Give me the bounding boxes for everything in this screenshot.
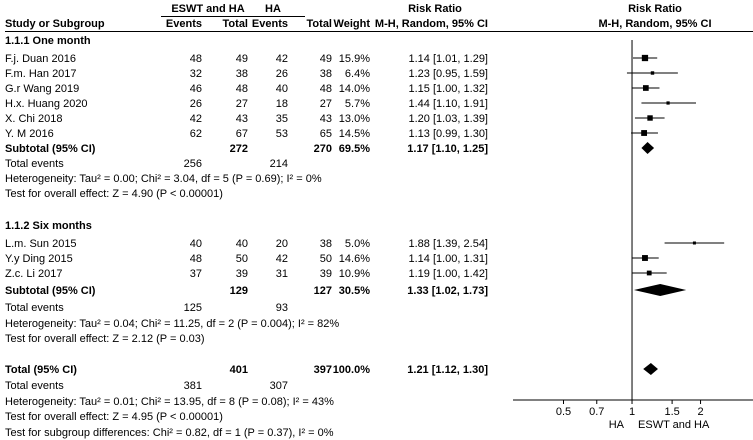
subtotal-total1: 129 [229, 285, 248, 297]
total2-cell: 65 [319, 128, 332, 140]
subtotal-label: Subtotal (95% CI) [5, 285, 96, 297]
total2-cell: 39 [319, 268, 332, 280]
weight-cell: 5.7% [344, 98, 370, 110]
study-header: Study or Subgroup [5, 18, 105, 30]
x-axis-tick-label: 0.5 [555, 406, 572, 418]
total-events-e1: 381 [183, 380, 202, 392]
study-name: F.j. Duan 2016 [5, 53, 76, 65]
plot-method-header: M-H, Random, 95% CI [598, 18, 712, 30]
total2-cell: 49 [319, 53, 332, 65]
study-point-marker [642, 255, 648, 261]
ci-cell: 1.20 [1.03, 1.39] [408, 113, 488, 125]
total-events-e1: 125 [183, 302, 202, 314]
study-name: F.m. Han 2017 [5, 68, 77, 80]
heterogeneity-text: Heterogeneity: Tau² = 0.01; Chi² = 13.95, df = 8 (P = 0.08); I² = 43% [5, 396, 334, 408]
subtotal-total1: 272 [229, 143, 248, 155]
total1-cell: 48 [235, 83, 248, 95]
total-events-e1: 256 [183, 158, 202, 170]
events1-cell: 32 [189, 68, 202, 80]
group2-header: HA [265, 3, 281, 15]
ci-cell: 1.14 [1.00, 1.31] [408, 253, 488, 265]
weight-cell: 10.9% [338, 268, 370, 280]
events2-cell: 26 [275, 68, 288, 80]
subtotal-total2: 127 [313, 285, 332, 297]
study-point-marker [693, 242, 696, 245]
total1-cell: 27 [235, 98, 248, 110]
risk-ratio-header: Risk Ratio [408, 3, 462, 15]
total-label: Total (95% CI) [5, 364, 77, 376]
study-name: G.r Wang 2019 [5, 83, 80, 95]
total2-header: Total [306, 18, 332, 30]
x-axis-tick-label: 0.7 [589, 406, 605, 418]
events2-cell: 42 [275, 53, 288, 65]
events2-cell: 40 [275, 83, 288, 95]
overall-effect-text: Test for overall effect: Z = 2.12 (P = 0.03) [5, 333, 205, 345]
weight-cell: 5.0% [344, 238, 370, 250]
favours-right-label: ESWT and HA [638, 419, 710, 431]
study-name: Y.y Ding 2015 [5, 253, 73, 265]
ci-cell: 1.44 [1.10, 1.91] [408, 98, 488, 110]
method-header: M-H, Random, 95% CI [374, 18, 488, 30]
weight-header: Weight [333, 18, 370, 30]
subtotal-weight: 30.5% [338, 285, 370, 297]
subtotal-label: Subtotal (95% CI) [5, 143, 96, 155]
events1-cell: 42 [189, 113, 202, 125]
study-name: X. Chi 2018 [5, 113, 63, 125]
total-weight: 100.0% [332, 364, 370, 376]
ci-cell: 1.19 [1.00, 1.42] [408, 268, 488, 280]
group1-header: ESWT and HA [171, 3, 245, 15]
heterogeneity-text: Heterogeneity: Tau² = 0.00; Chi² = 3.04, df = 5 (P = 0.69); I² = 0% [5, 173, 322, 185]
favours-left-label: HA [608, 419, 625, 431]
weight-cell: 14.0% [338, 83, 370, 95]
study-name: H.x. Huang 2020 [5, 98, 88, 110]
study-point-marker [647, 115, 652, 120]
heterogeneity-text: Heterogeneity: Tau² = 0.04; Chi² = 11.25, df = 2 (P = 0.004); I² = 82% [5, 318, 340, 330]
subtotal-ci: 1.33 [1.02, 1.73] [407, 285, 488, 297]
total2-cell: 38 [319, 238, 332, 250]
total2-cell: 38 [319, 68, 332, 80]
total1-cell: 67 [235, 128, 248, 140]
total1-cell: 40 [235, 238, 248, 250]
weight-cell: 13.0% [338, 113, 370, 125]
total1-cell: 43 [235, 113, 248, 125]
subtotal-total2: 270 [313, 143, 332, 155]
study-name: Z.c. Li 2017 [5, 268, 63, 280]
events2-cell: 35 [275, 113, 288, 125]
total-events-e2: 93 [275, 302, 288, 314]
weight-cell: 6.4% [344, 68, 370, 80]
total1-cell: 49 [235, 53, 248, 65]
total-events-e2: 214 [269, 158, 288, 170]
study-point-marker [647, 271, 652, 276]
total-events-label: Total events [5, 302, 64, 314]
ci-cell: 1.14 [1.01, 1.29] [408, 53, 488, 65]
overall-effect-text: Test for overall effect: Z = 4.95 (P < 0.00001) [5, 411, 223, 423]
events2-cell: 18 [275, 98, 288, 110]
ci-cell: 1.15 [1.00, 1.32] [408, 83, 488, 95]
total1-cell: 50 [235, 253, 248, 265]
events1-header: Events [165, 18, 202, 30]
plot-risk-ratio-header: Risk Ratio [628, 3, 682, 15]
ci-cell: 1.23 [0.95, 1.59] [408, 68, 488, 80]
weight-cell: 14.6% [338, 253, 370, 265]
total2-cell: 43 [319, 113, 332, 125]
subtotal-diamond [641, 142, 654, 154]
subgroup-differences-text: Test for subgroup differences: Chi² = 0.82, df = 1 (P = 0.37), I² = 0% [5, 427, 334, 439]
study-point-marker [651, 71, 654, 74]
total-total2: 397 [313, 364, 332, 376]
events1-cell: 40 [189, 238, 202, 250]
events1-cell: 48 [189, 253, 202, 265]
events2-header: Events [251, 18, 288, 30]
study-name: L.m. Sun 2015 [5, 238, 77, 250]
total2-cell: 27 [319, 98, 332, 110]
events1-cell: 37 [189, 268, 202, 280]
subtotal-diamond [634, 284, 686, 296]
x-axis-tick-label: 1.5 [664, 406, 680, 418]
events1-cell: 46 [189, 83, 202, 95]
events1-cell: 26 [189, 98, 202, 110]
study-point-marker [643, 85, 649, 91]
events2-cell: 31 [275, 268, 288, 280]
events1-cell: 62 [189, 128, 202, 140]
total-events-label: Total events [5, 380, 64, 392]
study-name: Y. M 2016 [5, 128, 54, 140]
total-total1: 401 [229, 364, 248, 376]
total-ci: 1.21 [1.12, 1.30] [407, 364, 488, 376]
total2-cell: 48 [319, 83, 332, 95]
weight-cell: 14.5% [338, 128, 370, 140]
total1-header: Total [222, 18, 248, 30]
subtotal-weight: 69.5% [338, 143, 370, 155]
events2-cell: 42 [275, 253, 288, 265]
total2-cell: 50 [319, 253, 332, 265]
subtotal-ci: 1.17 [1.10, 1.25] [407, 143, 488, 155]
total-events-label: Total events [5, 158, 64, 170]
events1-cell: 48 [189, 53, 202, 65]
study-point-marker [666, 101, 669, 104]
study-point-marker [642, 55, 648, 61]
subgroup-title: 1.1.2 Six months [5, 220, 92, 232]
total-events-e2: 307 [269, 380, 288, 392]
overall-effect-text: Test for overall effect: Z = 4.90 (P < 0.00001) [5, 188, 223, 200]
ci-cell: 1.88 [1.39, 2.54] [408, 238, 488, 250]
total1-cell: 39 [235, 268, 248, 280]
x-axis-tick-label: 1 [628, 406, 636, 418]
x-axis-tick-label: 2 [697, 406, 704, 418]
study-point-marker [641, 130, 647, 136]
events2-cell: 53 [275, 128, 288, 140]
ci-cell: 1.13 [0.99, 1.30] [408, 128, 488, 140]
total-diamond [643, 363, 658, 375]
events2-cell: 20 [275, 238, 288, 250]
total1-cell: 38 [235, 68, 248, 80]
weight-cell: 15.9% [338, 53, 370, 65]
subgroup-title: 1.1.1 One month [5, 35, 91, 47]
